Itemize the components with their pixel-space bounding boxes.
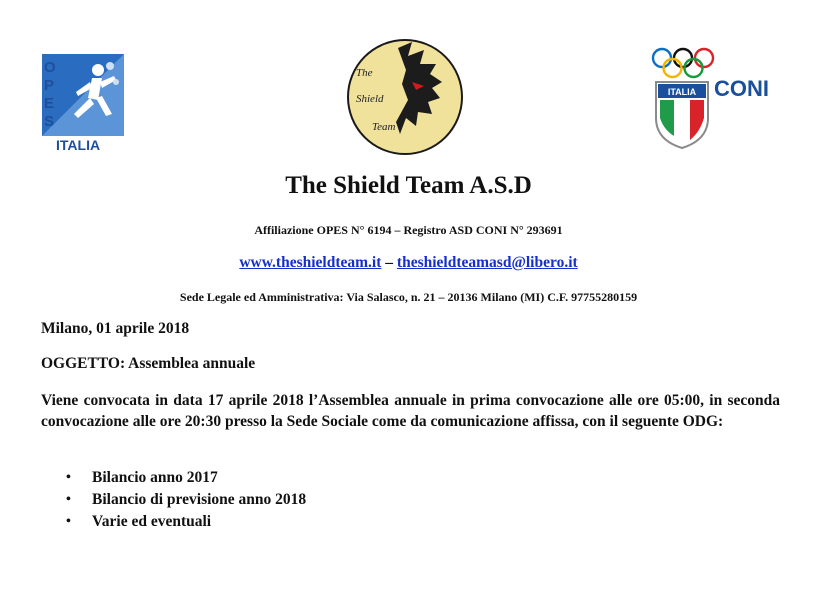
affiliation-line: Affiliazione OPES N° 6194 – Registro ASD CONI N° 293691 xyxy=(254,223,563,237)
svg-text:ITALIA: ITALIA xyxy=(56,137,101,153)
letter-body-paragraph: Viene convocata in data 17 aprile 2018 l’Assemblea annuale in prima convocazione alle ore 05:00, in seconda convocazione alle ore 20:30 presso la Sede Sociale come da comunicazione affissa, con il seguente ODG: xyxy=(41,392,780,430)
svg-text:S: S xyxy=(44,113,55,130)
svg-text:Shield: Shield xyxy=(356,93,384,105)
list-item xyxy=(66,511,306,533)
agenda-item-label: Bilancio anno 2017 xyxy=(92,469,218,486)
svg-text:P: P xyxy=(44,77,55,94)
bullet-icon: • xyxy=(66,492,71,507)
svg-text:Team: Team xyxy=(372,121,396,133)
agenda-item-label: Bilancio di previsione anno 2018 xyxy=(92,491,307,508)
bullet-icon: • xyxy=(66,470,71,485)
svg-text:O: O xyxy=(44,59,56,76)
contacts-separator: – xyxy=(385,254,394,271)
list-item xyxy=(66,489,306,511)
coni-logo xyxy=(648,44,782,150)
bullet-icon: • xyxy=(66,514,71,529)
address-line: Sede Legale ed Amministrativa: Via Salasco, n. 21 – 20136 Milano (MI) C.F. 97755280159 xyxy=(179,290,638,304)
agenda-list xyxy=(66,467,306,533)
website-link[interactable]: www.theshieldteam.it xyxy=(239,254,382,271)
organization-title: The Shield Team A.S.D xyxy=(285,172,532,199)
letter-subject: OGGETTO: Assemblea annuale xyxy=(41,355,256,372)
agenda-item-label: Varie ed eventuali xyxy=(92,513,212,530)
svg-text:The: The xyxy=(356,67,373,79)
svg-text:CONI: CONI xyxy=(714,76,769,101)
opes-italia-logo xyxy=(40,52,126,154)
list-item xyxy=(66,467,306,489)
email-link[interactable]: theshieldteamasd@libero.it xyxy=(396,254,578,271)
svg-text:ITALIA: ITALIA xyxy=(667,87,697,97)
the-shield-team-logo xyxy=(346,38,464,156)
svg-text:E: E xyxy=(44,95,55,112)
letter-date: Milano, 01 aprile 2018 xyxy=(41,320,190,337)
contacts-line xyxy=(0,253,817,273)
